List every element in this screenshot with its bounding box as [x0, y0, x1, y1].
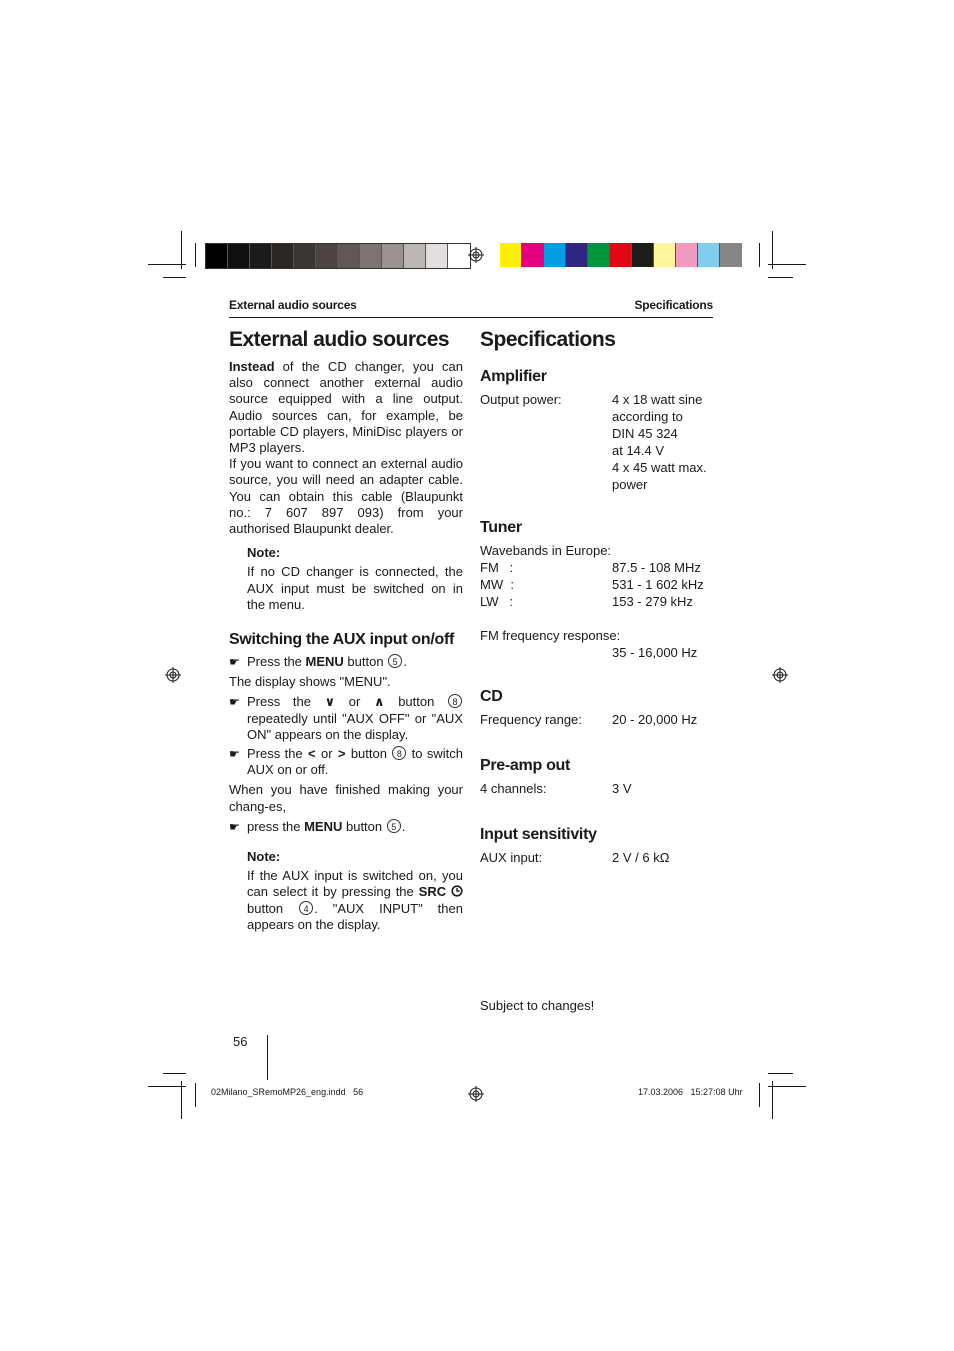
pointing-hand-icon: ☛ — [229, 747, 240, 762]
step-text: Press the — [247, 694, 324, 710]
spec-wavebands-label: Wavebands in Europe: — [480, 543, 612, 558]
spec-row-output-power — [480, 391, 720, 493]
color-swatch — [448, 244, 470, 268]
pointing-hand-icon: ☛ — [229, 655, 240, 670]
button-number-badge: 5 — [388, 654, 402, 668]
footer-filename: 02Milano_SRemoMP26_eng.indd 56 — [211, 1087, 364, 1097]
step-text: button — [343, 654, 388, 670]
spec-value: 2 V / 6 kΩ — [612, 850, 670, 865]
crop-mark — [768, 264, 806, 265]
color-swatch — [404, 244, 426, 268]
spec-heading-input-sensitivity: Input sensitivity — [480, 826, 597, 843]
color-swatch — [588, 243, 610, 267]
spec-heading-amplifier: Amplifier — [480, 368, 547, 385]
running-header-right: Specifications — [634, 298, 713, 312]
note-text-part: button — [247, 900, 299, 916]
step-text: . — [403, 654, 407, 670]
color-swatch — [654, 243, 676, 267]
step-text: Press the — [247, 654, 306, 670]
spec-value — [612, 391, 720, 493]
step-text: press the — [247, 818, 305, 834]
intro-text: of the CD changer, you can also connect another external audio source equipped with a line output. Audio sources can, for example, be portable CD players, MiniDisc players or MP3 players. — [229, 359, 463, 456]
color-swatch — [272, 244, 294, 268]
step-press-menu — [229, 654, 463, 670]
step-text: button — [385, 694, 447, 710]
step-press-menu-again — [229, 819, 463, 835]
spec-value-line: 4 x 45 watt max. — [612, 460, 707, 475]
spec-label: MW : — [480, 577, 514, 592]
step-text: button — [342, 818, 386, 834]
color-swatch — [500, 243, 522, 267]
section-title-external-audio: External audio sources — [229, 328, 450, 351]
spec-value: 3 V — [612, 781, 632, 796]
step-text: button — [346, 746, 392, 762]
adapter-paragraph: If you want to connect an external audio source, you will need an adapter cable. You can obtain this cable (Blaupunkt no.: 7 607 897 093) from your authorised Blaupunkt dealer. — [229, 456, 463, 537]
crop-mark — [772, 1081, 773, 1119]
spec-label: 4 channels: — [480, 781, 547, 796]
color-swatch — [316, 244, 338, 268]
note-title: Note: — [247, 545, 281, 561]
crop-mark — [759, 243, 760, 267]
clock-icon — [451, 885, 463, 897]
spec-heading-tuner: Tuner — [480, 519, 522, 536]
color-swatch — [522, 243, 544, 267]
spec-label: FM : — [480, 560, 514, 575]
chevron-left-icon: < — [308, 746, 316, 762]
button-number-badge: 4 — [299, 901, 313, 915]
note-text: If no CD changer is connected, the AUX input must be switched on in the menu. — [247, 564, 463, 612]
spec-fm-response-value: 35 - 16,000 Hz — [612, 645, 698, 660]
spec-value-line: DIN 45 324 — [612, 426, 678, 441]
button-number-badge: 5 — [387, 819, 401, 833]
spec-value-line: power — [612, 477, 648, 492]
registration-mark-icon — [468, 247, 484, 263]
menu-button-label: MENU — [304, 818, 343, 834]
spec-row-lw — [480, 593, 720, 610]
chevron-down-icon: ∨ — [324, 694, 336, 710]
color-swatch — [426, 244, 448, 268]
button-number-badge: 8 — [392, 746, 406, 760]
color-swatch — [720, 243, 742, 267]
crop-mark — [772, 231, 773, 269]
spec-row-channels — [480, 780, 720, 797]
section-title-specifications: Specifications — [480, 328, 616, 351]
step-press-left-right — [229, 746, 463, 778]
step-text: or — [316, 746, 337, 762]
crop-mark — [768, 1073, 793, 1074]
color-swatch — [676, 243, 698, 267]
color-swatch — [566, 243, 588, 267]
footer-date: 17.03.2006 15:27:08 Uhr — [638, 1087, 743, 1097]
note-text-part: If the AUX input is switched on, you can select it by pressing the — [247, 868, 463, 900]
registration-mark-icon — [468, 1086, 484, 1102]
spec-value: 531 - 1 602 kHz — [612, 577, 704, 592]
chevron-up-icon: ∧ — [374, 694, 385, 710]
subject-to-changes: Subject to changes! — [480, 998, 595, 1013]
color-swatch — [228, 244, 250, 268]
note-title: Note: — [247, 849, 281, 865]
spec-value-line: 4 x 18 watt sine — [612, 392, 703, 407]
crop-mark — [768, 277, 793, 278]
registration-mark-icon — [165, 667, 181, 683]
crop-mark — [195, 243, 196, 267]
crop-mark — [759, 1083, 760, 1107]
spec-value-line: at 14.4 V — [612, 443, 665, 458]
note-block — [247, 545, 463, 613]
spec-value: 20 - 20,000 Hz — [612, 712, 698, 727]
header-rule — [229, 317, 713, 318]
spec-row-aux-input — [480, 849, 720, 866]
color-swatch — [206, 244, 228, 268]
step-text: or — [336, 694, 373, 710]
right-column — [480, 327, 720, 866]
intro-bold: Instead — [229, 359, 275, 374]
intro-paragraph — [229, 359, 463, 456]
button-number-badge: 8 — [448, 694, 462, 708]
crop-mark — [181, 1081, 182, 1119]
running-header-left: External audio sources — [229, 298, 357, 312]
color-swatch — [382, 244, 404, 268]
color-swatch — [338, 244, 360, 268]
spec-fm-response-label: FM frequency response: — [480, 628, 621, 643]
section-title-switching-aux: Switching the AUX input on/off — [229, 631, 455, 649]
pointing-hand-icon: ☛ — [229, 695, 240, 710]
spec-value-line: according to — [612, 409, 683, 424]
pointing-hand-icon: ☛ — [229, 819, 240, 834]
crop-mark — [181, 231, 182, 269]
spec-label: Output power: — [480, 392, 562, 407]
spec-row-fm — [480, 559, 720, 576]
color-swatch — [610, 243, 632, 267]
spec-value: 87.5 - 108 MHz — [612, 560, 701, 575]
grayscale-color-bar — [205, 243, 471, 269]
spec-label: AUX input: — [480, 850, 543, 865]
crop-mark — [195, 1083, 196, 1107]
page-number-rule — [267, 1035, 268, 1080]
crop-mark — [163, 1073, 186, 1074]
color-swatch — [250, 244, 272, 268]
note-text — [247, 868, 463, 933]
color-swatch — [360, 244, 382, 268]
spec-heading-preamp: Pre-amp out — [480, 757, 571, 774]
spec-label: LW : — [480, 594, 513, 609]
page-number: 56 — [233, 1034, 248, 1049]
color-swatch — [294, 244, 316, 268]
note-block — [247, 849, 463, 933]
spec-label: Frequency range: — [480, 712, 582, 727]
left-column — [229, 327, 463, 933]
note-text-part: . "AUX INPUT" then appears on the display. — [247, 900, 463, 932]
src-button-label: SRC — [418, 884, 447, 900]
color-swatch — [698, 243, 720, 267]
step-text: to switch AUX on or off. — [247, 746, 463, 778]
spec-heading-cd: CD — [480, 688, 503, 705]
display-shows-menu: The display shows "MENU". — [229, 674, 391, 690]
step-press-up-down — [229, 694, 463, 743]
spec-value: 153 - 279 kHz — [612, 594, 693, 609]
step-text: repeatedly until "AUX OFF" or "AUX ON" appears on the display. — [247, 710, 463, 742]
spec-row-mw — [480, 576, 720, 593]
menu-button-label: MENU — [305, 654, 344, 670]
step-text: . — [401, 818, 406, 834]
crop-mark — [163, 277, 186, 278]
color-swatch — [544, 243, 566, 267]
chevron-right-icon: > — [337, 746, 346, 762]
crop-mark — [768, 1086, 806, 1087]
step-text: Press the — [247, 746, 308, 762]
color-swatch — [632, 243, 654, 267]
spec-row-frequency-range — [480, 711, 720, 728]
process-color-bar — [500, 243, 742, 267]
finished-text: When you have finished making your chang-es, — [229, 782, 463, 814]
registration-mark-icon — [772, 667, 788, 683]
